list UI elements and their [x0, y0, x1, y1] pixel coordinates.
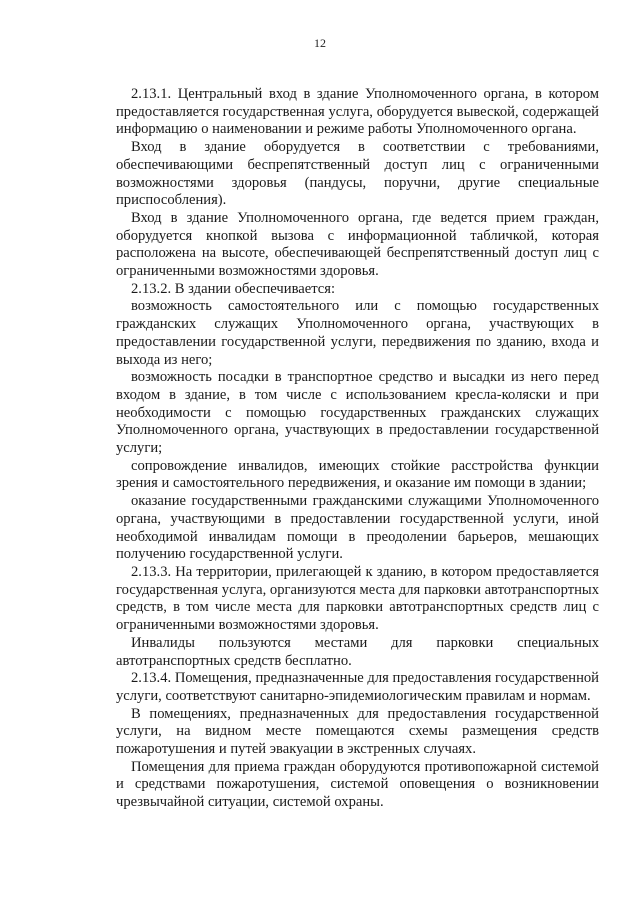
- paragraph-2-13-2: 2.13.2. В здании обеспечивается:: [131, 280, 336, 297]
- paragraph-2-13-1: 2.13.1. Центральный вход в здание Уполномоченного органа, в котором предоставляется государственная услуга, оборудуется вывеской, содержащей информацию о наименовании и режиме работы Уполномоченного органа.: [116, 86, 599, 138]
- paragraph-entrance-equipment: Вход в здание оборудуется в соответствии с требованиями, обеспечивающими беспрепятственный доступ лиц с ограниченными возможностями здоровья (пандусы, поручни, другие специальные приспособления).: [116, 139, 599, 209]
- paragraph-call-button: Вход в здание Уполномоченного органа, где ведется прием граждан, оборудуется кнопкой вызова с информационной табличкой, которая расположена на высоте, обеспечивающей беспрепятственный доступ лиц с ограниченными возможностями здоровья.: [116, 209, 599, 280]
- paragraph-evacuation-schemes: В помещениях, предназначенных для предоставления государственной услуги, на видном месте помещаются схемы размещения средств пожаротушения и путей эвакуации в экстренных случаях.: [116, 705, 599, 758]
- paragraph-assistance: оказание государственными гражданскими служащими Уполномоченного органа, участвующими в предоставлении государственной услуги, иной необходимой инвалидам помощи в преодолении барьеров, мешающих получению государственной услуги.: [116, 493, 599, 563]
- paragraph-fire-safety: Помещения для приема граждан оборудуются противопожарной системой и средствами пожаротушения, системой оповещения о возникновении чрезвычайной ситуации, системой охраны.: [116, 758, 599, 811]
- paragraph-2-13-4: 2.13.4. Помещения, предназначенные для предоставления государственной услуги, соответствуют санитарно-эпидемиологическим правилам и нормам.: [116, 670, 599, 704]
- paragraph-movement: возможность самостоятельного или с помощью государственных гражданских служащих Уполномоченного органа, участвующих в предоставлении государственной услуги, передвижения по зданию, входа и выхода из него;: [116, 298, 599, 368]
- paragraph-2-13-3: 2.13.3. На территории, прилегающей к зданию, в котором предоставляется государственная услуга, организуются места для парковки автотранспортных средств, в том числе места для парковки автотранспортных средств лиц с ограниченными возможностями здоровья.: [116, 563, 599, 634]
- paragraph-transport-boarding: возможность посадки в транспортное средство и высадки из него перед входом в здание, в том числе с использованием кресла-коляски и при необходимости с помощью государственных гражданских служащих Уполномоченного органа, участвующих в предоставлении государственной услуги;: [116, 369, 599, 457]
- paragraph-free-parking: Инвалиды пользуются местами для парковки специальных автотранспортных средств бесплатно.: [116, 634, 599, 669]
- page-number: 12: [314, 36, 326, 50]
- document-body: [116, 86, 599, 812]
- paragraph-escort: сопровождение инвалидов, имеющих стойкие расстройства функции зрения и самостоятельного передвижения, и оказание им помощи в здании;: [116, 457, 599, 492]
